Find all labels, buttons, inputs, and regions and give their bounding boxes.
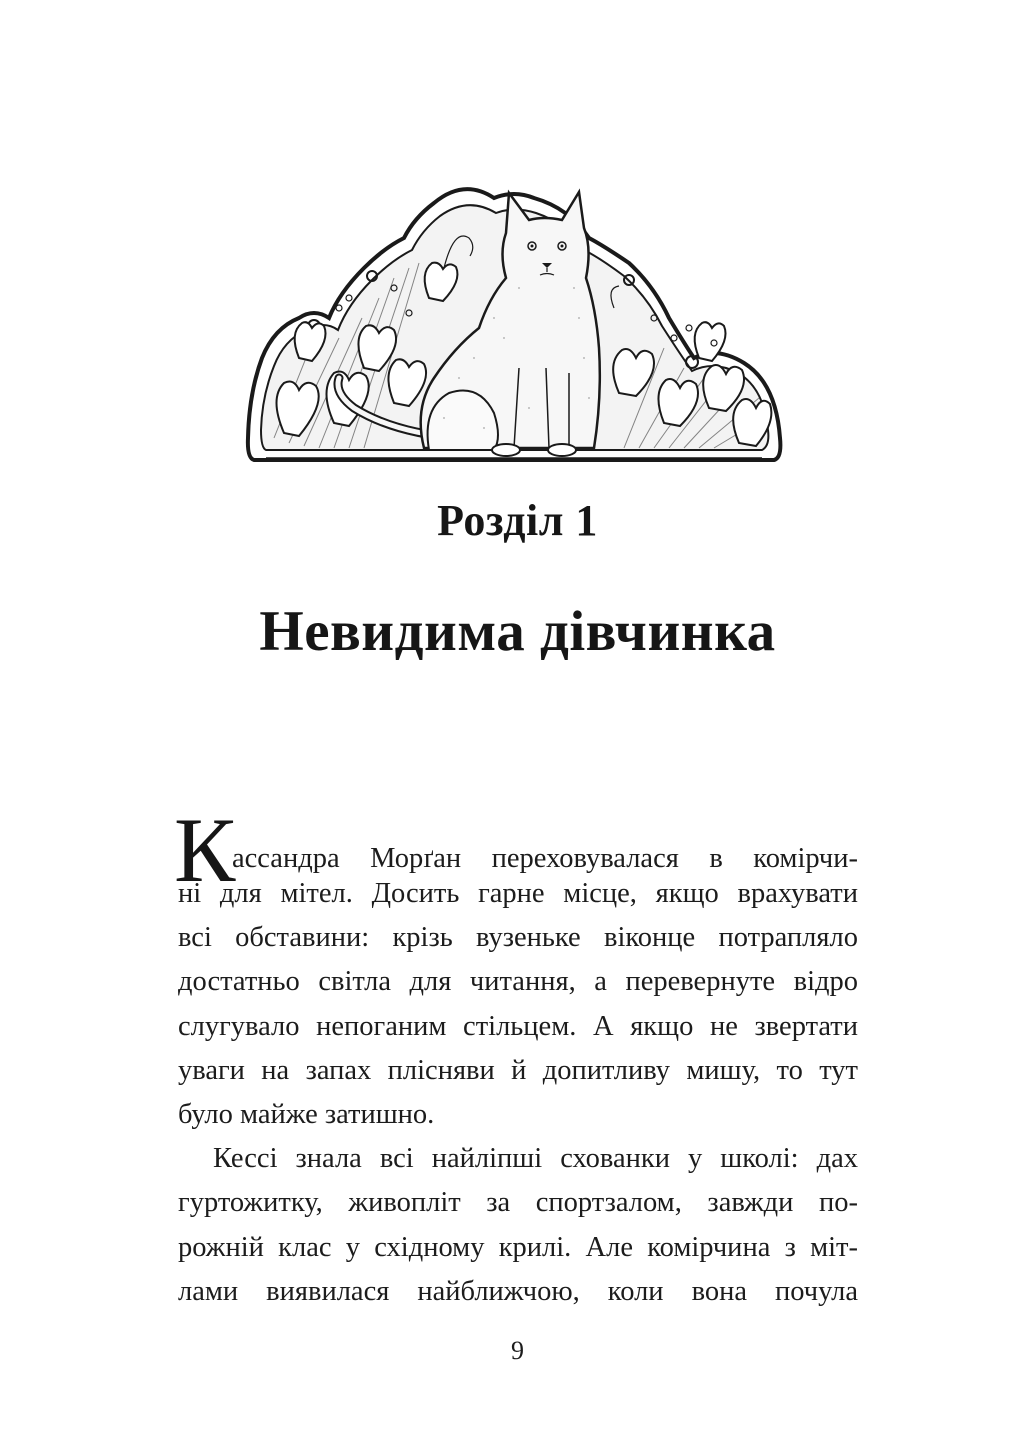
- cat-illustration-icon: [244, 168, 784, 470]
- chapter-number: Розділ 1: [437, 496, 598, 545]
- text-line: лами виявилася найближчою, коли вона почула: [178, 1275, 858, 1307]
- text-line: рожній клас у східному крилі. Але комірчина з міт-: [178, 1231, 858, 1263]
- text-line: гуртожитку, живопліт за спортзалом, завжди по-: [178, 1187, 858, 1219]
- text-line: уваги на запах плісняви й допитливу мишу, то тут: [178, 1054, 858, 1086]
- page-number: 9: [511, 1336, 524, 1365]
- text-line: достатньо світла для читання, а перевернуте відро: [178, 966, 858, 998]
- drop-cap: К: [174, 799, 236, 901]
- chapter-title: Невидима дівчинка: [259, 600, 776, 663]
- text-line: слугувало непоганим стільцем. А якщо не звертати: [178, 1010, 858, 1042]
- text-line: ні для мітел. Досить гарне місце, якщо врахувати: [178, 878, 858, 909]
- text-line: Кессі знала всі найліпші схованки у школі: дах: [213, 1143, 858, 1175]
- text-line-content: ассандра Морґан переховувалася в комірчи-: [232, 843, 858, 874]
- text-line: всі обставини: крізь вузеньке віконце потрапляло: [178, 922, 858, 954]
- body-text: [174, 799, 858, 1314]
- text-line: було майже затишно.: [178, 1098, 435, 1130]
- cat-illustration: [244, 168, 784, 470]
